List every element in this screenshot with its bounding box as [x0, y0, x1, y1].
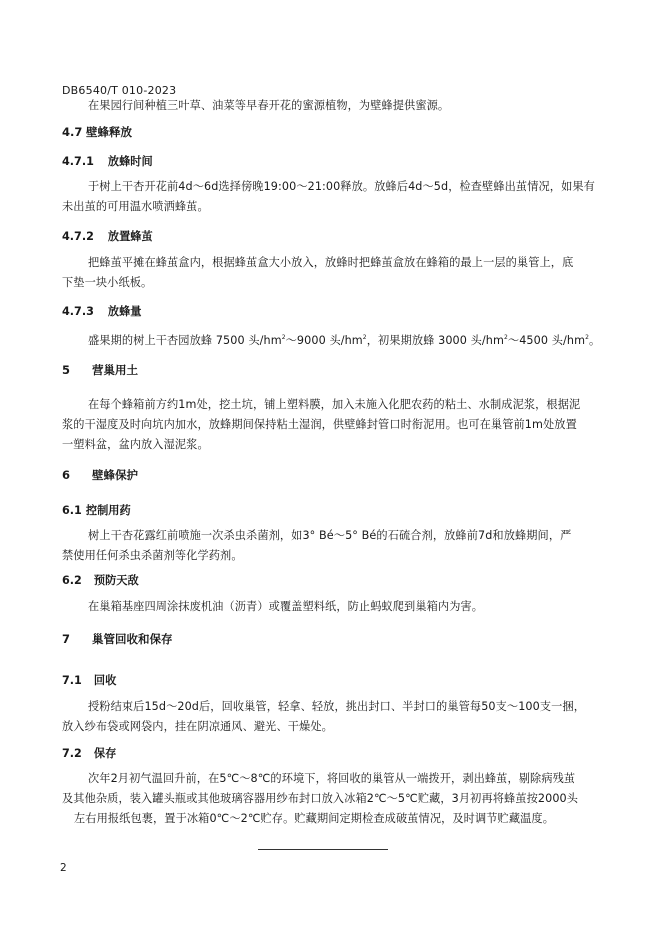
section-heading-6-2: [62, 572, 139, 588]
paragraph-line: 一塑料盆，盆内放入湿泥浆。: [62, 438, 209, 451]
section-number: 6: [62, 468, 71, 482]
paragraph-line: 把蜂茧平摊在蜂茧盒内，根据蜂茧盒大小放入，放蜂时把蜂茧盒放在蜂箱的最上一层的巢管上，底: [88, 256, 574, 269]
end-rule: [258, 849, 388, 850]
paragraph-line: 在每个蜂箱前方约1m处，挖土坑，铺上塑料膜，加入未施入化肥农药的粘土、水制成泥浆，根据泥: [88, 398, 581, 411]
section-number: 6.1: [62, 504, 82, 517]
section-heading-4-7-3: [62, 303, 141, 319]
document-id: DB6540/T 010-2023: [62, 84, 177, 97]
paragraph-line: 在巢箱基座四周涂抹废机油（沥青）或覆盖塑料纸，防止蚂蚁爬到巢箱内为害。: [88, 600, 484, 613]
section-number: 4.7: [62, 125, 83, 139]
section-title: 保存: [93, 747, 117, 760]
paragraph-line: 次年2月初气温回升前，在5℃～8℃的环境下，将回收的巢管从一端拨开，剥出蜂茧，剔除病残茧: [88, 772, 576, 785]
section-title: 营巢用土: [92, 363, 139, 377]
paragraph-line: 及其他杂质，装入罐头瓶或其他玻璃容器用纱布封口放入冰箱2℃～5℃贮藏，3月初再将蜂茧按2000头: [62, 792, 579, 805]
paragraph-line: 授粉结束后15d～20d后，回收巢管，轻拿、轻放，挑出封口、半封口的巢管每50支～100支一捆，: [88, 700, 586, 713]
paragraph-honey-plants: 在果园行间种植三叶草、油菜等早春开花的蜜源植物，为壁蜂提供蜜源。: [88, 99, 450, 112]
paragraph-line: 树上干杏花露红前喷施一次杀虫杀菌剂，如3° Bé～5° Bé的石硫合剂，放蜂前7d和放蜂期间，严: [88, 529, 572, 542]
section-number: 4.7.3: [62, 305, 94, 318]
section-number: 4.7.1: [62, 155, 94, 168]
section-number: 4.7.2: [62, 230, 94, 243]
section-heading-4-7-1: [62, 153, 153, 169]
section-number: 7: [62, 632, 71, 646]
paragraph-line: 左右用报纸包裹，置于冰箱0℃～2℃贮存。贮藏期间定期检查成破茧情况，及时调节贮藏温度。: [74, 812, 554, 825]
paragraph-line: 禁使用任何杀虫杀菌剂等化学药剂。: [62, 549, 243, 562]
paragraph-line: 于树上干杏开花前4d～6d选择傍晚19:00～21:00释放。放蜂后4d～5d，检查壁蜂出茧情况，如果有: [88, 180, 595, 193]
paragraph-line: 未出茧的可用温水喷洒蜂茧。: [62, 200, 209, 213]
section-number: 7.2: [62, 747, 82, 760]
section-title: 壁蜂保护: [92, 468, 139, 482]
section-heading-6-1: [62, 502, 131, 518]
paragraph-line: 浆的干湿度及时向坑内加水，放蜂期间保持粘土湿润，供壁蜂封管口时衔泥用。也可在巢管前1m处放置: [62, 418, 577, 431]
section-title: 巢管回收和保存: [92, 632, 173, 646]
section-number: 5: [62, 363, 71, 377]
section-title: 回收: [93, 674, 117, 687]
section-heading-7-1: [62, 672, 116, 688]
section-title: 放蜂量: [107, 305, 142, 318]
section-heading-5: [62, 362, 138, 378]
page-number: 2: [60, 862, 67, 874]
section-title: 预防天敌: [93, 574, 139, 587]
section-title: 放蜂时间: [107, 155, 153, 168]
section-heading-7: [62, 631, 173, 647]
paragraph-bee-quantity: 盛果期的树上干杏园放蜂 7500 头$/hm^2\sim 9000$ 头$/hm^2$，初果期放蜂 3000 头$/hm^2\sim 4500$ 头$/hm^2$。: [88, 334, 601, 347]
section-title: 壁蜂释放: [86, 125, 133, 139]
section-number: 6.2: [62, 574, 82, 587]
section-heading-4-7-2: [62, 228, 153, 244]
paragraph-line: 下垫一块小纸板。: [62, 276, 153, 289]
paragraph-line: 放入纱布袋或网袋内，挂在阴凉通风、避光、干燥处。: [62, 720, 333, 733]
section-number: 7.1: [62, 674, 82, 687]
section-heading-4-7: [62, 124, 132, 140]
section-heading-7-2: [62, 745, 116, 761]
section-heading-6: [62, 467, 138, 483]
section-title: 放置蜂茧: [107, 230, 153, 243]
section-title: 控制用药: [85, 504, 131, 517]
